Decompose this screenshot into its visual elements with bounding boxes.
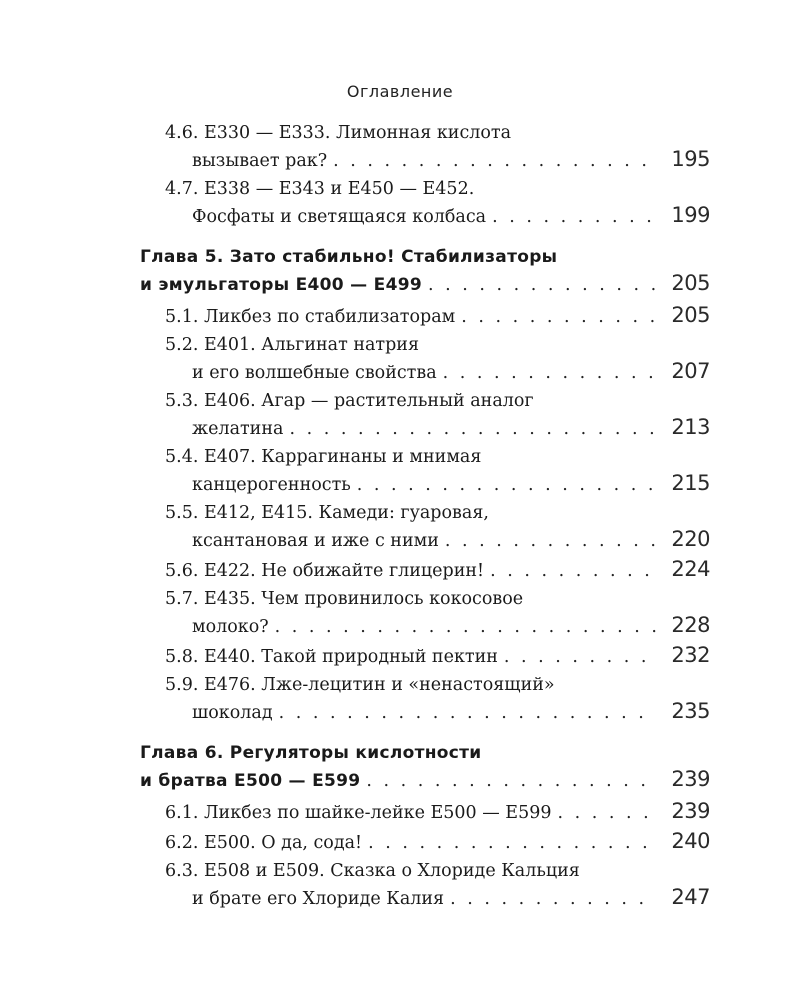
- toc-entry-title: Фосфаты и светящаяся колбаса: [192, 207, 487, 227]
- toc-entry-title: канцерогенность: [192, 475, 351, 495]
- toc-section-entry: [140, 556, 710, 582]
- toc-line: [140, 766, 710, 792]
- toc-entry-title: 5.5. Е412, Е415. Камеди: гуаровая,: [165, 503, 489, 523]
- running-head: Оглавление: [346, 82, 454, 101]
- page-number: 207: [671, 359, 710, 383]
- page-number: 205: [671, 303, 710, 327]
- toc-section-entry: [140, 858, 710, 910]
- page-number: 247: [671, 885, 710, 909]
- page-number: 215: [671, 471, 710, 495]
- dot-leader: [333, 148, 656, 174]
- toc-entry-title: вызывает рак?: [192, 151, 328, 171]
- dot-leader: [279, 700, 656, 726]
- toc-entry-title: 5.4. Е407. Каррагинаны и мнимая: [165, 447, 482, 467]
- toc-line: [165, 444, 710, 470]
- toc-entry-title: и брате его Хлориде Калия: [192, 889, 445, 909]
- toc-line: [165, 146, 710, 172]
- toc-section-entry: [140, 672, 710, 724]
- toc-entry-title: 6.3. Е508 и Е509. Сказка о Хлориде Кальция: [165, 861, 580, 881]
- toc-entry-title: и его волшебные свойства: [192, 363, 437, 383]
- dot-leader: [450, 886, 656, 912]
- toc-line: [165, 612, 710, 638]
- toc-line: [165, 828, 710, 854]
- toc-line: [165, 586, 710, 612]
- toc-line: [165, 332, 710, 358]
- toc-line: [165, 470, 710, 496]
- toc-line: [165, 500, 710, 526]
- toc-entry-title: 5.9. Е476. Лже-лецитин и «ненастоящий»: [165, 675, 555, 695]
- toc-line: [165, 176, 710, 202]
- toc-entry-title: шоколад: [192, 703, 273, 723]
- toc-line: [140, 740, 710, 766]
- toc-line: [165, 358, 710, 384]
- toc-section-entry: [140, 176, 710, 228]
- toc-line: [165, 798, 710, 824]
- toc-line: [165, 698, 710, 724]
- dot-leader: [368, 830, 656, 856]
- page-number: 239: [671, 799, 710, 823]
- dot-leader: [492, 204, 656, 230]
- toc-line: [165, 120, 710, 146]
- toc-line: [140, 270, 710, 296]
- toc-section-entry: [140, 828, 710, 854]
- toc-entry-title: 5.2. Е401. Альгинат натрия: [165, 335, 420, 355]
- dot-leader: [504, 644, 656, 670]
- dot-leader: [366, 768, 656, 794]
- page-number: 205: [671, 271, 710, 295]
- page-number: 235: [671, 699, 710, 723]
- toc-line: [165, 388, 710, 414]
- toc-entry-title: и братва Е500 — Е599: [140, 771, 361, 791]
- toc-entry-title: 5.1. Ликбез по стабилизаторам: [165, 307, 456, 327]
- toc-section-entry: [140, 332, 710, 384]
- toc-entry-title: Глава 5. Зато стабильно! Стабилизаторы: [140, 247, 558, 267]
- toc-entry-title: Глава 6. Регуляторы кислотности: [140, 743, 482, 763]
- toc-line: [140, 244, 710, 270]
- dot-leader: [445, 528, 656, 554]
- toc-entry-title: желатина: [192, 419, 284, 439]
- page-number: 195: [671, 147, 710, 171]
- page-number: 199: [671, 203, 710, 227]
- table-of-contents: [140, 120, 710, 914]
- toc-section-entry: [140, 444, 710, 496]
- page-number: 224: [671, 557, 710, 581]
- dot-leader: [428, 272, 656, 298]
- toc-line: [165, 884, 710, 910]
- dot-leader: [557, 800, 656, 826]
- toc-entry-title: 5.7. Е435. Чем провинилось кокосовое: [165, 589, 524, 609]
- dot-leader: [490, 558, 656, 584]
- page-number: 213: [671, 415, 710, 439]
- toc-section-entry: [140, 120, 710, 172]
- toc-line: [165, 642, 710, 668]
- toc-entry-title: 5.6. Е422. Не обижайте глицерин!: [165, 561, 485, 581]
- toc-entry-title: молоко?: [192, 617, 269, 637]
- toc-line: [165, 556, 710, 582]
- toc-line: [165, 672, 710, 698]
- toc-section-entry: [140, 798, 710, 824]
- toc-line: [165, 202, 710, 228]
- toc-section-entry: [140, 642, 710, 668]
- page-number: 220: [671, 527, 710, 551]
- toc-entry-title: 5.3. Е406. Агар — растительный аналог: [165, 391, 534, 411]
- toc-chapter-entry: [140, 244, 710, 296]
- page-number: 239: [671, 767, 710, 791]
- toc-entry-title: 5.8. Е440. Такой природный пектин: [165, 647, 498, 667]
- toc-section-entry: [140, 500, 710, 552]
- dot-leader: [443, 360, 656, 386]
- toc-entry-title: 6.2. Е500. О да, сода!: [165, 833, 363, 853]
- toc-section-entry: [140, 586, 710, 638]
- dot-leader: [461, 304, 656, 330]
- toc-entry-title: и эмульгаторы Е400 — Е499: [140, 275, 422, 295]
- toc-line: [165, 302, 710, 328]
- toc-line: [165, 858, 710, 884]
- toc-line: [165, 526, 710, 552]
- toc-entry-title: 4.7. Е338 — Е343 и Е450 — Е452.: [165, 179, 475, 199]
- toc-entry-title: ксантановая и иже с ними: [192, 531, 439, 551]
- page-number: 228: [671, 613, 710, 637]
- toc-section-entry: [140, 388, 710, 440]
- dot-leader: [289, 416, 656, 442]
- toc-entry-title: 4.6. Е330 — Е333. Лимонная кислота: [165, 123, 512, 143]
- toc-line: [165, 414, 710, 440]
- dot-leader: [357, 472, 656, 498]
- toc-section-entry: [140, 302, 710, 328]
- toc-chapter-entry: [140, 740, 710, 792]
- toc-entry-title: 6.1. Ликбез по шайке-лейке Е500 — Е599: [165, 803, 552, 823]
- dot-leader: [275, 614, 656, 640]
- page-number: 232: [671, 643, 710, 667]
- page-number: 240: [671, 829, 710, 853]
